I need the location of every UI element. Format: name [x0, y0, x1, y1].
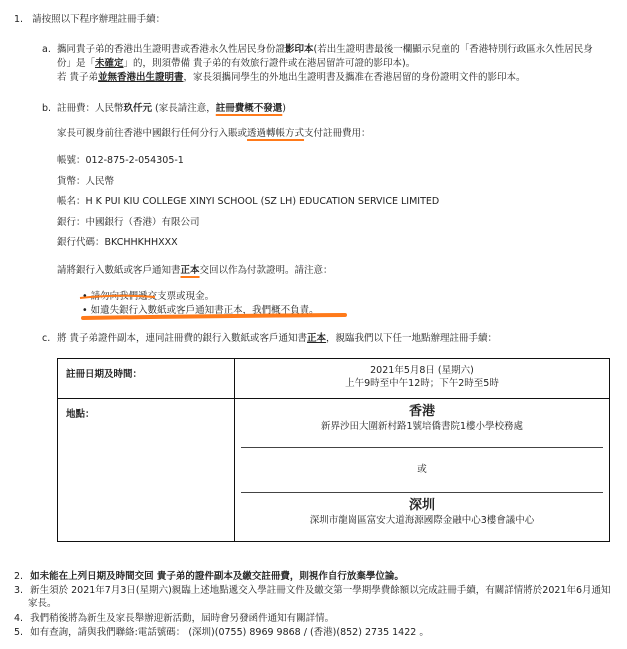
location-sz: 深圳 深圳市龍崗區富安大道海源國際金融中心3樓會議中心	[309, 498, 535, 526]
registration-fee: 註冊費：人民幣玖仟元 (家長請注意，註冊費概不發還)	[57, 103, 286, 114]
orange-highlight-strokes	[55, 288, 355, 328]
highlight-stroke-2	[83, 315, 345, 318]
section-a-line1: 攜同貴子弟的香港出生證明書或香港永久性居民身份證影印本(若出生證明書最後一欄顯示兒童的「香港特別行政區永久性居民身	[57, 44, 593, 55]
note-4: 4. 我們稍後將為新生及家長舉辦迎新活動，屆時會另發函件通知有關詳情。	[14, 613, 335, 624]
location-label: 地點：	[58, 399, 235, 542]
item-number: 1.	[14, 14, 24, 25]
item-1	[14, 14, 165, 27]
highlight-stroke-1	[80, 296, 155, 298]
location-values	[235, 399, 610, 542]
bank-code: 銀行代碼：BKCHHKHHXXX	[57, 237, 178, 248]
table-row-location	[58, 399, 610, 542]
note-3-continued: 家長。	[28, 598, 57, 609]
transfer-method-note: 透過轉帳方式	[247, 128, 305, 139]
section-a-marker: a.	[42, 44, 51, 55]
registration-schedule-table	[57, 358, 610, 542]
section-a-line2: 份」是「未確定」的，則須帶備 貴子弟的有效旅行證件或在港居留許可證的影印本)。	[57, 58, 416, 69]
section-b-marker: b.	[42, 103, 52, 114]
date-value: 2021年5月8日 (星期六) 上午9時至中午12時；下午2時至5時	[235, 359, 610, 399]
section-c-marker: c.	[42, 333, 51, 344]
location-or: 或	[417, 464, 427, 475]
section-a-line3: 若 貴子弟並無香港出生證明書，家長須攜同學生的外地出生證明書及攜准在香港居留的身份證明文件的影印本。	[57, 72, 526, 83]
keep-receipt-note: 請將銀行入數紙或客戶通知書正本交回以作為付款證明。請注意：	[57, 265, 333, 276]
payment-method: 家長可親身前往香港中國銀行任何分行入賬或透過轉帳方式支付註冊費用：	[57, 128, 371, 139]
bullet-lost-receipt: • 如遺失銀行入數紙或客戶通知書正本，我們概不負責。	[82, 305, 319, 316]
location-hk: 香港 新界沙田大圍新村路1號培僑書院1樓小學校務處	[320, 404, 524, 432]
bullet-no-cheque: • 請勿向我們遞交支票或現金。	[82, 291, 215, 302]
note-3: 3. 新生須於 2021年7月3日(星期六)親臨上述地點遞交入學註冊文件及繳交第一學期學費餘額以完成註冊手續，有關詳情將於2021年6月通知	[14, 585, 611, 596]
bank-account-no: 帳號：012-875-2-054305-1	[57, 155, 184, 166]
bank-name: 銀行：中國銀行（香港）有限公司	[57, 217, 200, 228]
item-text: 請按照以下程序辦理註冊手續：	[32, 14, 166, 25]
section-c-text: 將 貴子弟證件副本，連同註冊費的銀行入數紙或客戶通知書正本，親臨我們以下任一地點辦理註冊手續：	[57, 333, 498, 344]
date-label: 註冊日期及時間：	[58, 359, 235, 399]
note-5: 5. 如有查詢，請與我們聯絡:電話號碼： (深圳)(0755) 8969 9868 / (香港)(852) 2735 1422 。	[14, 627, 429, 638]
note-2: 2. 如未能在上列日期及時間交回 貴子弟的證件副本及繳交註冊費，則視作自行放棄學位論。	[14, 571, 404, 582]
table-row-date	[58, 359, 610, 399]
non-refundable-note: 註冊費概不發還	[215, 103, 283, 114]
bank-currency: 貨幣：人民幣	[57, 176, 115, 187]
bank-account-name: 帳名：H K PUI KIU COLLEGE XINYI SCHOOL (SZ LH) EDUCATION SERVICE LIMITED	[57, 196, 440, 207]
